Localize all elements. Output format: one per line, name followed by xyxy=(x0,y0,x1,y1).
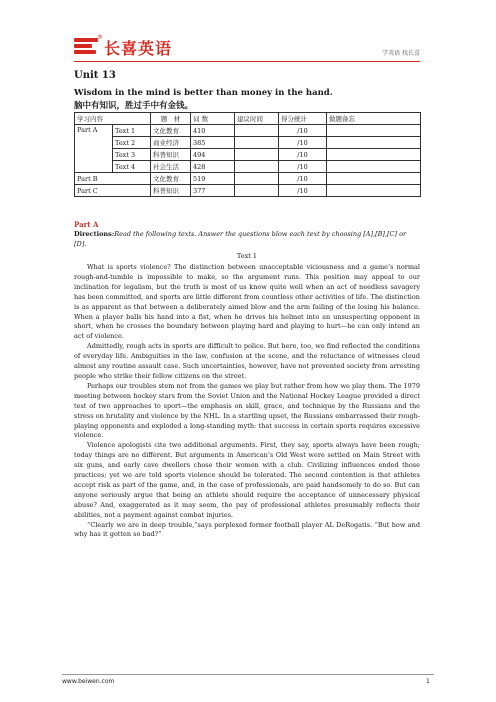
proverb-english: Wisdom in the mind is better than money in the hand. xyxy=(74,88,333,98)
paragraph: Perhaps our troubles stem not from the games we play but rather from how we play them. The 1979 meeting between hockey stars from the Soviet Union and the National Hockey League provided a direct test of two approaches to sport—the emphasis on skill, grace, and technique by the Russians and the stress on brutality and violence by the NHL. In a startling upset, the Russians embarrassed their rough-playing opponents and exploded a long-standing myth: that success in certain sports requires excessive violence. xyxy=(74,381,420,440)
logo-icon xyxy=(74,38,98,54)
header-words: 词 数 xyxy=(191,113,235,125)
slogan: 学英语 找长喜 xyxy=(382,50,420,57)
header-memo: 做题备忘 xyxy=(327,113,421,125)
cell-score: /10 xyxy=(279,137,327,149)
registered-mark: ® xyxy=(97,34,103,41)
cell-memo xyxy=(327,149,421,161)
cell-score: /10 xyxy=(279,125,327,137)
cell-time xyxy=(235,185,279,197)
unit-title: Unit 13 xyxy=(74,70,116,81)
paragraph: Violence apologists cite two additional arguments. First, they say, sports always have been rough; today things are no different. But arguments in American’s Old West were settled on Main Street with six guns, and early cave dwellers chose their women with a club. Civilizing influences ended those practices; yet we are told sports violence should be tolerated. The second contention is that athletes accept risk as part of the game, and, in the case of professionals, are paid handsomely to do so. But can anyone seriously argue that being an athlete should require the acceptance of unnecessary physical abuse? And, exaggerated as it may seem, the pay of professional athletes presumably reflects their abilities, not a payment against combat injuries. xyxy=(74,441,420,519)
cell-memo xyxy=(327,161,421,173)
cell-text: Text 2 xyxy=(113,137,151,149)
footer-divider xyxy=(62,674,434,675)
cell-words: 377 xyxy=(191,185,235,197)
cell-time xyxy=(235,125,279,137)
cell-score: /10 xyxy=(279,161,327,173)
directions xyxy=(74,229,420,249)
cell-words: 385 xyxy=(191,137,235,149)
table-row xyxy=(75,161,421,173)
cell-topic: 商业经济 xyxy=(151,137,191,149)
cell-time xyxy=(235,149,279,161)
cell-text: Text 4 xyxy=(113,161,151,173)
cell-words: 428 xyxy=(191,161,235,173)
cell-score: /10 xyxy=(279,173,327,185)
header-content: 学习内容 xyxy=(75,113,151,125)
proverb-chinese: 脑中有知识，胜过手中有金钱。 xyxy=(74,101,194,111)
table-row xyxy=(75,149,421,161)
page-number: 1 xyxy=(426,678,430,685)
page-header xyxy=(74,34,420,60)
brand-name: 长喜英语 xyxy=(104,39,173,58)
cell-time xyxy=(235,173,279,185)
paragraph: What is sports violence? The distinction between unacceptable viciousness and a game’s normal rough-and-tumble is impossible to make, so the argument runs. This position may appeal to our inclination for legalism, but the truth is most of us know quite well when an act of needless savagery has been committed, and sports are little different from countless other activities of life. The distinction is as apparent as that between a deliberately aimed blow and the arm failing of the losing his balance. When a player balls his hand into a fist, when he drives his helmet into an unsuspecting opponent in short, when he crosses the boundary between playing hard and playing to hurt—he can only intend an act of violence. xyxy=(74,263,420,341)
cell-text: Text 1 xyxy=(113,125,151,137)
cell-memo xyxy=(327,185,421,197)
cell-part: Part A xyxy=(75,125,113,173)
table-row xyxy=(75,173,421,185)
table-header-row xyxy=(75,113,421,125)
cell-memo xyxy=(327,125,421,137)
study-plan-table xyxy=(74,112,421,197)
cell-memo xyxy=(327,137,421,149)
footer-url: www.beiwen.com xyxy=(62,678,115,685)
cell-topic: 文化教育 xyxy=(151,173,191,185)
cell-words: 494 xyxy=(191,149,235,161)
part-a-heading: Part A xyxy=(74,220,99,229)
cell-part: Part B xyxy=(75,173,151,185)
cell-text: Text 3 xyxy=(113,149,151,161)
text-title: Text 1 xyxy=(236,252,258,260)
cell-part: Part C xyxy=(75,185,151,197)
cell-time xyxy=(235,161,279,173)
header-score: 得分统计 xyxy=(279,113,327,125)
header-time: 建议时间 xyxy=(235,113,279,125)
cell-topic: 文化教育 xyxy=(151,125,191,137)
paragraph: “Clearly we are in deep trouble,”says perplexed former football player AL DeRogatis. “But how and why has it gotten so bad?” xyxy=(74,520,420,539)
directions-label: Directions: xyxy=(74,230,115,238)
cell-words: 410 xyxy=(191,125,235,137)
cell-time xyxy=(235,137,279,149)
cell-topic: 科普知识 xyxy=(151,149,191,161)
cell-topic: 社会生活 xyxy=(151,161,191,173)
passage xyxy=(74,263,420,540)
cell-words: 519 xyxy=(191,173,235,185)
directions-text: Read the following texts. Answer the questions blow each text by choosing [A],[B],[C] or [D]. xyxy=(74,230,407,248)
header-topic: 题 材 xyxy=(151,113,191,125)
header-divider xyxy=(74,61,420,62)
cell-topic: 科普知识 xyxy=(151,185,191,197)
paragraph: Admittedly, rough acts in sports are difficult to police. But here, too, we find reflected the conditions of everyday life. Ambiguities in the law, confusion at the scene, and the reluctance of witnesses cloud almost any routine assault case. Such uncertainties, however, have not prevented society from arresting people who strike their fellow citizens on the street. xyxy=(74,342,420,380)
cell-score: /10 xyxy=(279,149,327,161)
cell-memo xyxy=(327,173,421,185)
table-row xyxy=(75,137,421,149)
table-row xyxy=(75,185,421,197)
table-row xyxy=(75,125,421,137)
cell-score: /10 xyxy=(279,185,327,197)
